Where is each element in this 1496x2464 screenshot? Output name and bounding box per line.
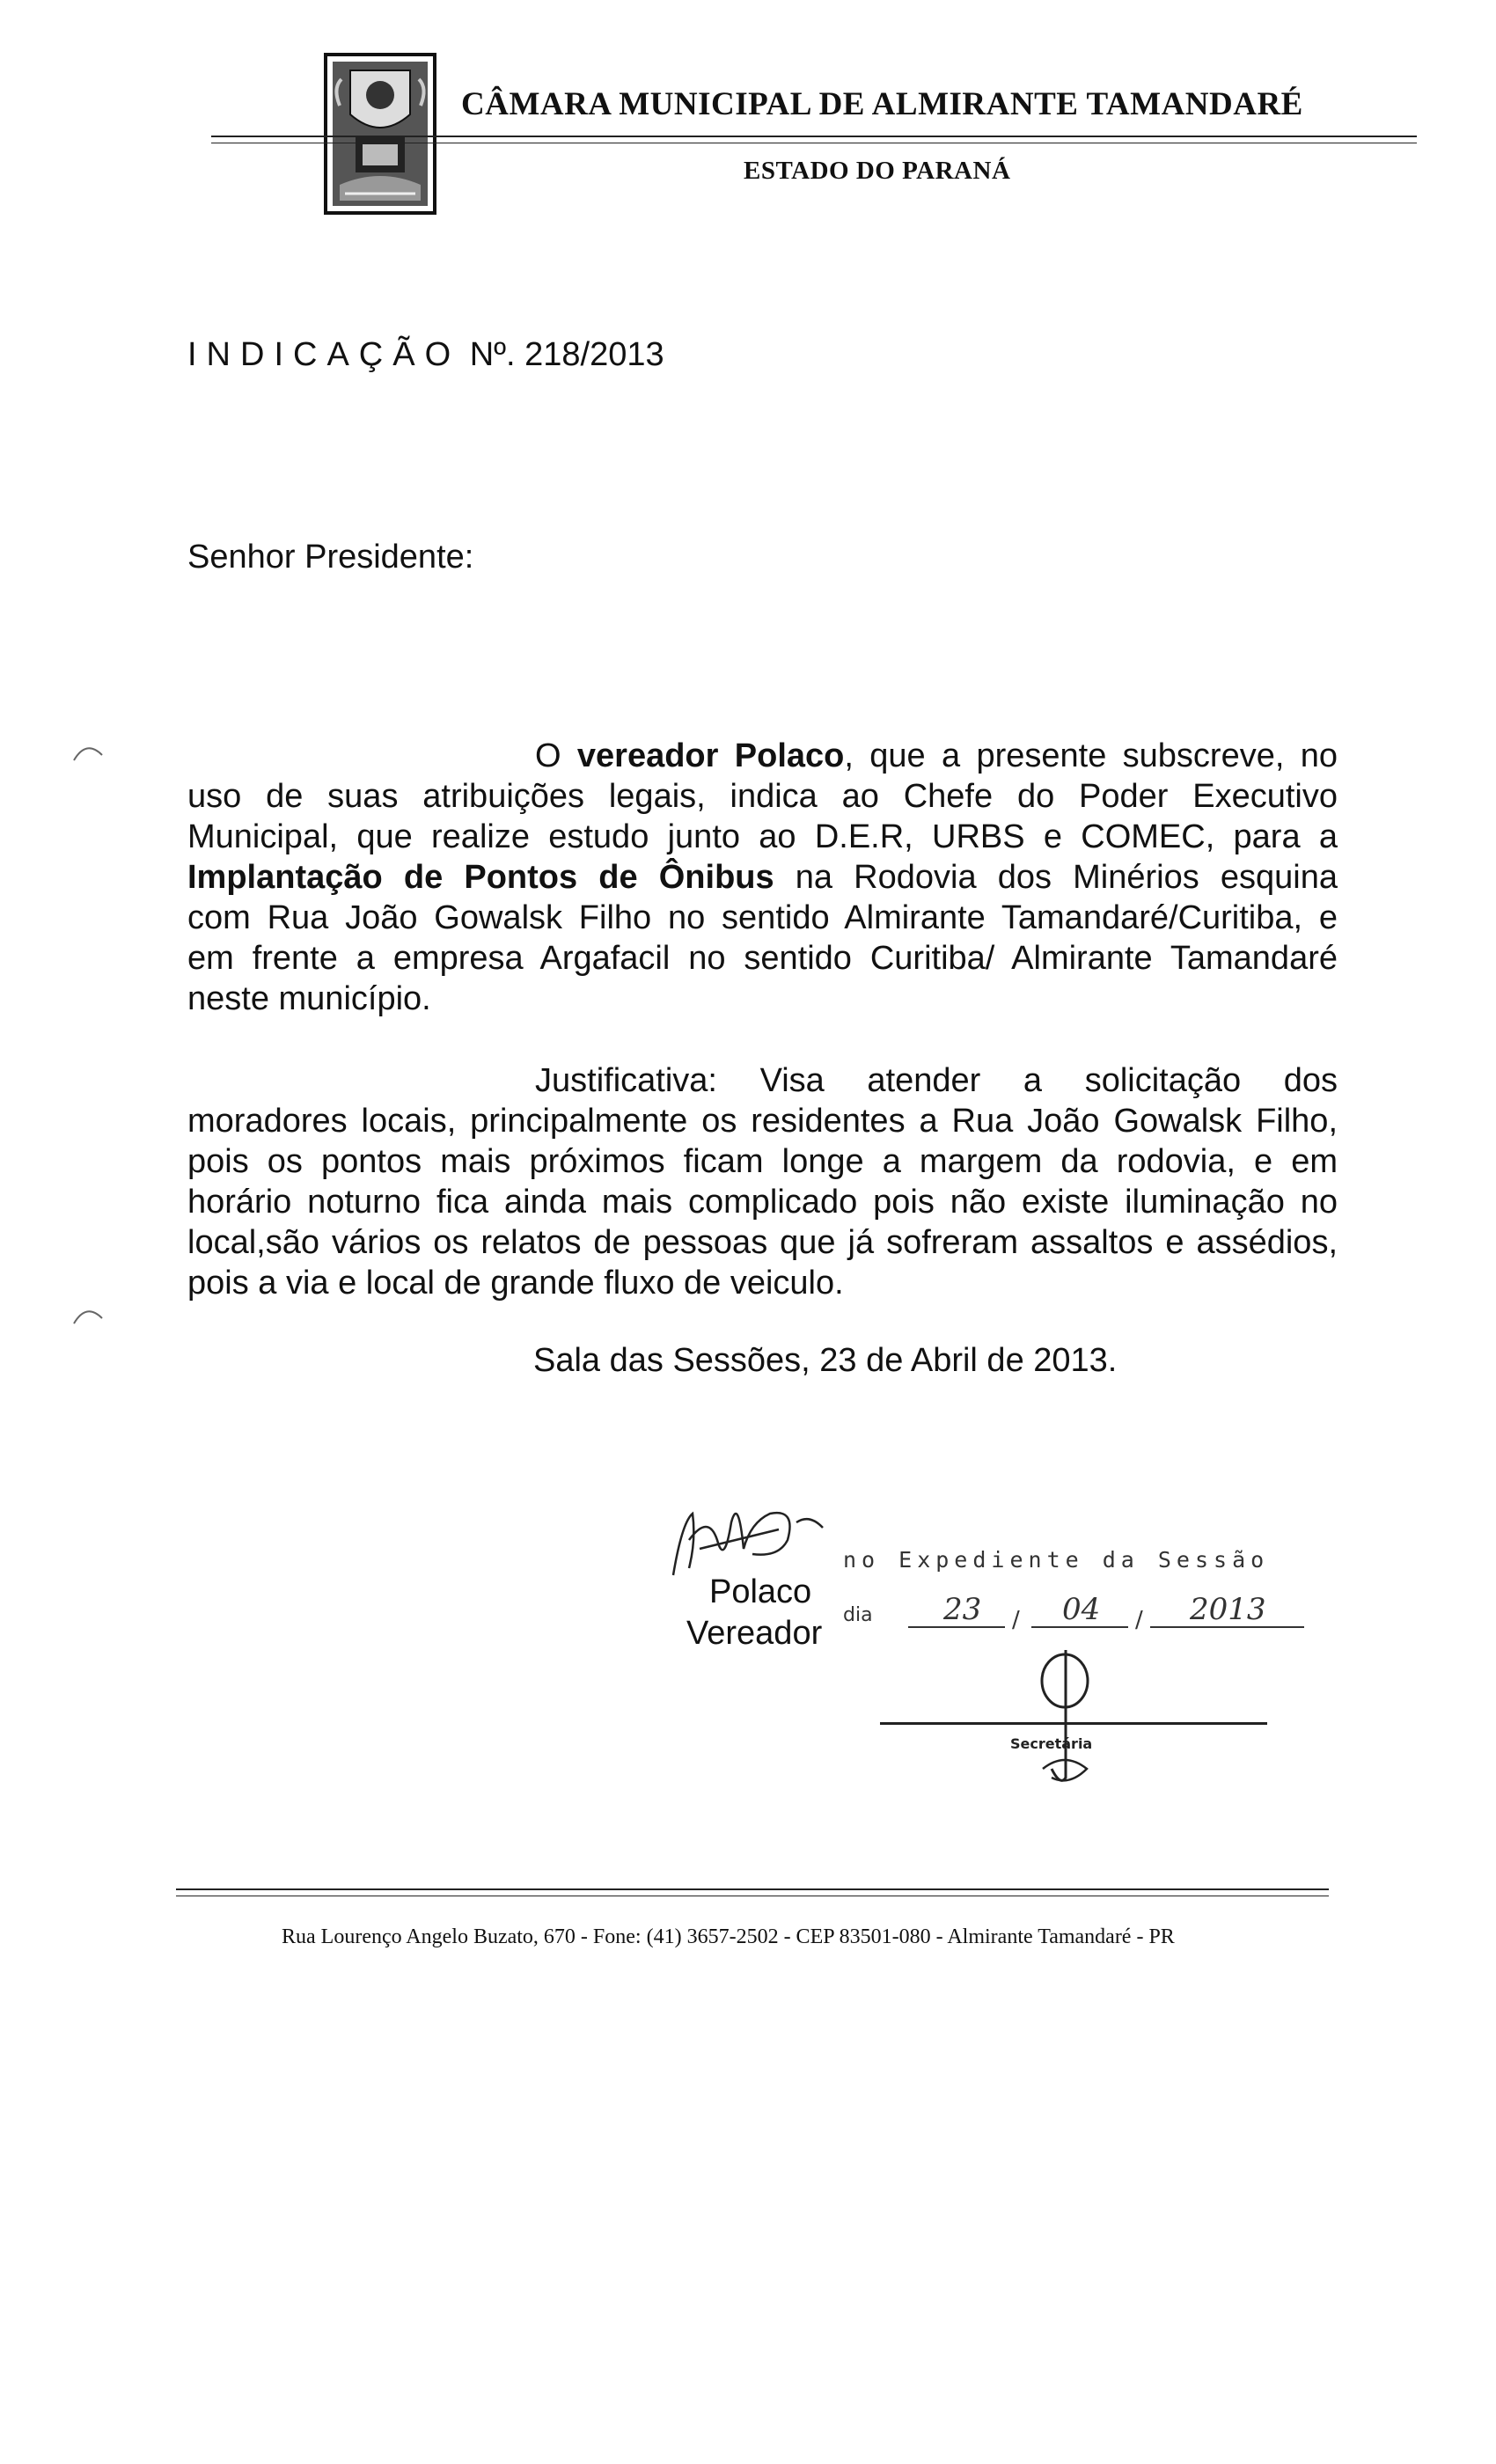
footer-rule-top <box>176 1888 1329 1890</box>
stamp-rule <box>880 1722 1267 1725</box>
svg-text:/: / <box>1135 1607 1143 1633</box>
stamp-date <box>908 1588 1348 1641</box>
signer-name: Polaco <box>709 1573 812 1610</box>
chamber-title: CÂMARA MUNICIPAL DE ALMIRANTE TAMANDARÉ <box>461 86 1303 122</box>
subject-highlight: Implantação de Pontos de Ônibus <box>187 859 774 896</box>
punch-hole-mark <box>70 1301 106 1327</box>
paragraph-line: pois a via e local de grande fluxo de veiculo. <box>187 1265 844 1302</box>
stamp-day: 23 <box>943 1592 982 1627</box>
paragraph-line: em frente a empresa Argafacil no sentido Curitiba/ Almirante Tamandaré <box>187 940 1338 977</box>
paragraph-line: moradores locais, principalmente os residentes a Rua João Gowalsk Filho, <box>187 1103 1338 1140</box>
session-date-line: Sala das Sessões, 23 de Abril de 2013. <box>533 1342 1118 1379</box>
stamp-secretary-label: Secretária <box>1010 1735 1093 1752</box>
state-subtitle: ESTADO DO PARANÁ <box>744 157 1011 185</box>
handwritten-signature <box>647 1487 840 1584</box>
stamp-dia-label: dia <box>843 1604 873 1626</box>
indicacao-heading <box>187 336 664 374</box>
stamp-month: 04 <box>1062 1592 1101 1627</box>
paragraph-line: pois os pontos mais próximos ficam longe a margem da rodovia, e em <box>187 1143 1338 1180</box>
author-highlight: vereador Polaco <box>576 737 845 774</box>
paragraph-line: horário noturno fica ainda mais complicado pois não existe iluminação no <box>187 1184 1338 1221</box>
indication-paragraph <box>187 736 1338 1019</box>
indicacao-label: INDICAÇÃO <box>187 336 461 373</box>
paragraph-line: Implantação de Pontos de Ônibus na Rodovia dos Minérios esquina <box>187 859 1338 896</box>
stamp-expediente-text: no Expediente da Sessão <box>843 1547 1270 1573</box>
municipal-crest-icon <box>324 53 436 215</box>
paragraph-line: uso de suas atribuições legais, indica ao Chefe do Poder Executivo <box>187 778 1338 815</box>
paragraph-line: O vereador Polaco, que a presente subscreve, no <box>535 737 1338 774</box>
greeting: Senhor Presidente: <box>187 539 474 576</box>
header-rule-top <box>211 136 1417 137</box>
svg-text:/: / <box>1012 1607 1020 1633</box>
justification-paragraph <box>187 1060 1338 1303</box>
signer-role: Vereador <box>686 1615 823 1652</box>
footer-address: Rua Lourenço Angelo Buzato, 670 - Fone: (41) 3657-2502 - CEP 83501-080 - Almirante Tamandaré - PR <box>282 1925 1175 1948</box>
handwritten-initial <box>1025 1646 1104 1786</box>
paragraph-line: Justificativa: Visa atender a solicitação dos <box>535 1062 1338 1099</box>
paragraph-line: neste município. <box>187 980 431 1017</box>
paragraph-line: local,são vários os relatos de pessoas que já sofreram assaltos e assédios, <box>187 1224 1338 1261</box>
stamp-year: 2013 <box>1190 1592 1266 1627</box>
punch-hole-mark <box>70 737 106 764</box>
paragraph-line: Municipal, que realize estudo junto ao D.E.R, URBS e COMEC, para a <box>187 818 1338 855</box>
indicacao-number: Nº. 218/2013 <box>469 336 664 373</box>
paragraph-line: com Rua João Gowalsk Filho no sentido Almirante Tamandaré/Curitiba, e <box>187 899 1338 936</box>
